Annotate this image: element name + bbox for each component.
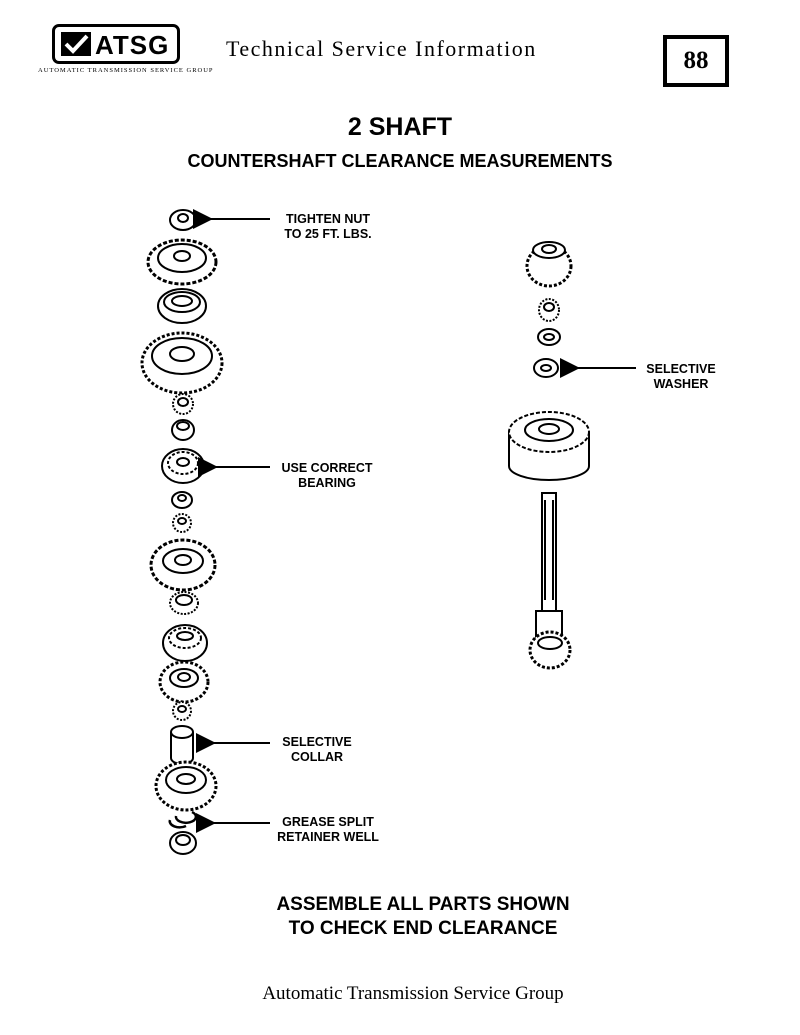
top-spur-gear-part (148, 240, 216, 284)
callout-line: GREASE SPLIT (282, 815, 374, 829)
right-gear-part (527, 242, 571, 286)
collar-part (171, 726, 193, 764)
footer-organization: Automatic Transmission Service Group (262, 983, 564, 1004)
callout-line: COLLAR (290, 750, 344, 764)
callout-line: TO 25 FT. LBS. (284, 227, 372, 241)
assembly-note (0, 893, 800, 941)
header-title: Technical Service Information (226, 36, 537, 61)
mainshaft-part (530, 493, 570, 668)
assembly-note-line: ASSEMBLE ALL PARTS SHOWN (276, 894, 570, 915)
callout-tighten-nut (272, 212, 384, 242)
retainer-bearing-part (170, 832, 196, 854)
callout-use-correct-bearing (272, 461, 382, 491)
small-needle-bearing-part (173, 514, 191, 532)
roller-bearing-part (170, 592, 198, 614)
callout-line: SELECTIVE (282, 735, 352, 749)
callout-selective-washer (636, 362, 726, 392)
selective-washer-part (534, 359, 558, 377)
helical-gear-part (142, 333, 222, 393)
page-subtitle: COUNTERSHAFT CLEARANCE MEASUREMENTS (187, 151, 613, 171)
callout-line: USE CORRECT (281, 461, 373, 475)
spacer-part (172, 420, 194, 440)
callout-line: TIGHTEN NUT (285, 212, 371, 226)
needle-bearing-part (173, 394, 193, 414)
lower-needle-bearing-part (173, 702, 191, 720)
callout-grease-retainer (268, 815, 388, 845)
page-title: 2 SHAFT (347, 113, 453, 141)
logo-text: ATSG (95, 30, 170, 60)
bottom-helical-gear-part (156, 762, 216, 810)
assembly-note-line: TO CHECK END CLEARANCE (288, 918, 558, 939)
lower-helical-gear-part (160, 662, 208, 702)
logo-subtitle: AUTOMATIC TRANSMISSION SERVICE GROUP (38, 67, 214, 74)
callout-line: RETAINER WELL (277, 830, 379, 844)
right-thrust-washer-part (538, 329, 560, 345)
middle-spur-gear-part (151, 540, 215, 590)
right-needle-bearing-part (539, 299, 559, 321)
callout-line: BEARING (298, 476, 356, 490)
lock-nut-part (170, 210, 196, 230)
clutch-drum-part (509, 412, 589, 480)
callout-line: SELECTIVE (646, 362, 716, 376)
hub-ring-part (163, 625, 207, 661)
callout-line: WASHER (653, 377, 709, 391)
page-number: 88 (663, 35, 729, 87)
cone-part (172, 492, 192, 508)
callout-selective-collar (272, 735, 362, 765)
split-retainer-part (170, 812, 196, 827)
ball-bearing-part (162, 449, 204, 483)
tapered-bearing-part (158, 289, 206, 323)
